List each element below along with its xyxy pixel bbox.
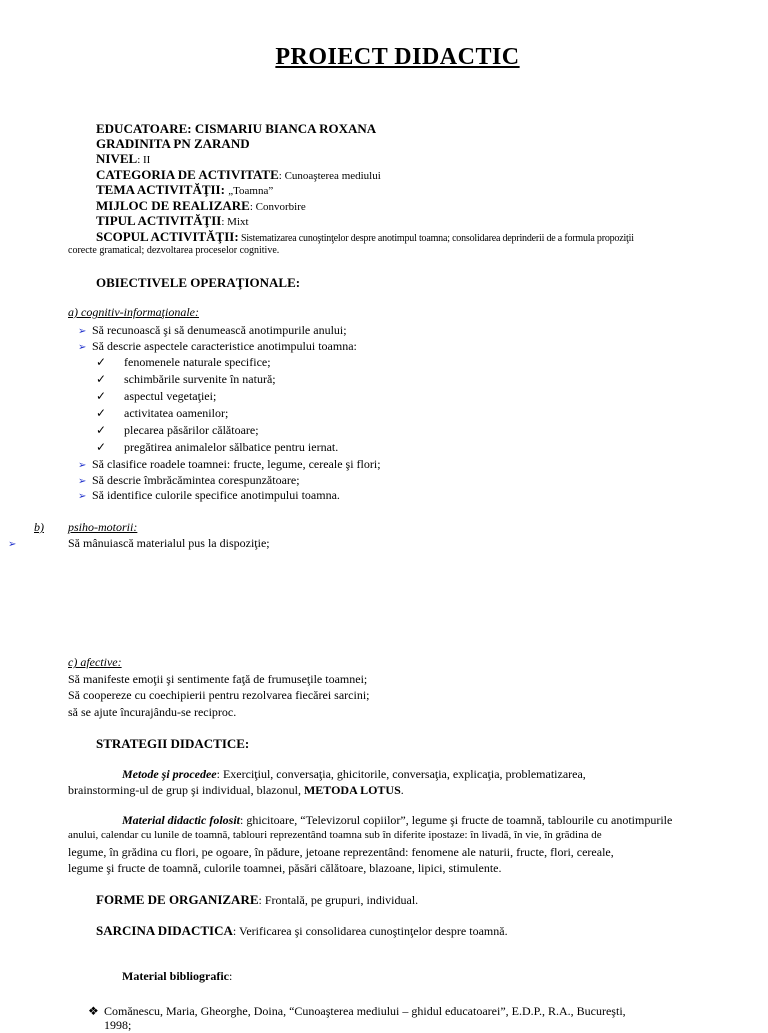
metode-line1: Metode şi procedee: Exerciţiul, conversaţia, ghicitorile, conversaţia, explicaţia, problematizarea, xyxy=(122,767,586,781)
cognitiv-item-1: ➢ Să recunoască şi să denumească anotimpurile anului; xyxy=(78,323,347,337)
diamond-bullet-icon: ❖ xyxy=(88,1004,99,1018)
page-title: PROIECT DIDACTIC xyxy=(275,44,520,70)
bibliografie-item-1: ❖ Comănescu, Maria, Gheorghe, Doina, “Cunoaşterea mediului – ghidul educatoarei”, E.D.P., R.A., Bucureşti, xyxy=(88,1004,626,1018)
cognitiv-item-4: ➢ Să descrie îmbrăcămintea corespunzătoare; xyxy=(78,473,300,487)
material-line1: Material didactic folosit: ghicitoare, “Televizorul copiilor”, legume şi fructe de toamnă, tablourile cu anotimpurile xyxy=(122,813,673,827)
header-nivel: NIVEL: II xyxy=(96,151,151,166)
arrow-bullet-icon: ➢ xyxy=(78,491,87,502)
arrow-bullet-icon: ➢ xyxy=(78,326,87,337)
strategii-heading: STRATEGII DIDACTICE: xyxy=(96,736,250,751)
afective-line-3: să se ajute încurajându-se reciproc. xyxy=(68,705,237,719)
psiho-arrow xyxy=(8,536,22,551)
sub-item-5: ✓ plecarea păsărilor călătoare; xyxy=(96,423,259,437)
checkmark-icon: ✓ xyxy=(96,423,107,437)
psiho-item: Să mânuiască materialul pus la dispoziţie; xyxy=(68,536,270,550)
arrow-bullet-icon: ➢ xyxy=(78,460,87,471)
obiective-heading: OBIECTIVELE OPERAŢIONALE: xyxy=(96,275,301,290)
cognitiv-item-3: ➢ Să clasifice roadele toamnei: fructe, legume, cereale şi flori; xyxy=(78,457,381,471)
material-line3: legume, în grădina cu flori, pe ogoare, în pădure, jetoane reprezentând: fenomene ale naturii, fructe, flori, cereale, xyxy=(68,845,614,859)
sub-item-4: ✓ activitatea oamenilor; xyxy=(96,406,229,420)
cognitiv-item-5: ➢ Să identifice culorile specifice anotimpului toamna. xyxy=(78,488,340,502)
checkmark-icon: ✓ xyxy=(96,372,107,386)
afective-line-1: Să manifeste emoţii şi sentimente faţă de frumuseţile toamnei; xyxy=(68,672,368,686)
sub-item-1: ✓ fenomenele naturale specifice; xyxy=(96,355,271,369)
sarcina-didactica: SARCINA DIDACTICA: Verificarea şi consolidarea cunoştinţelor despre toamnă. xyxy=(96,923,508,938)
checkmark-icon: ✓ xyxy=(96,440,107,454)
checkmark-icon: ✓ xyxy=(96,389,107,403)
cognitiv-item-2: ➢ Să descrie aspectele caracteristice anotimpului toamna: xyxy=(78,339,357,353)
header-educatoare: EDUCATOARE: CISMARIU BIANCA ROXANA xyxy=(96,121,377,136)
forme-organizare: FORME DE ORGANIZARE: Frontală, pe grupuri, individual. xyxy=(96,892,419,907)
scop-line1: SCOPUL ACTIVITĂŢII: Sistematizarea cunoştinţelor despre anotimpul toamna; consolidarea deprinderii de a formula propoziţii xyxy=(96,229,634,244)
afective-heading: c) afective: xyxy=(68,655,122,669)
afective-line-2: Să coopereze cu coechipierii pentru rezolvarea fiecărei sarcini; xyxy=(68,688,370,702)
arrow-bullet-icon: ➢ xyxy=(78,476,87,487)
header-tema: TEMA ACTIVITĂŢII: „Toamna” xyxy=(96,182,274,197)
checkmark-icon: ✓ xyxy=(96,355,107,369)
sub-item-3: ✓ aspectul vegetaţiei; xyxy=(96,389,217,403)
header-tipul: TIPUL ACTIVITĂŢII: Mixt xyxy=(96,213,249,228)
bibliografie-item-1-cont: 1998; xyxy=(104,1018,132,1032)
arrow-bullet-icon: ➢ xyxy=(78,342,87,353)
psiho-heading: psiho-motorii: xyxy=(68,520,138,534)
scop-line2: corecte gramatical; dezvoltarea proceselor cognitive. xyxy=(68,245,280,256)
cognitiv-heading: a) cognitiv-informaţionale: xyxy=(68,305,199,319)
sub-item-6: ✓ pregătirea animalelor sălbatice pentru iernat. xyxy=(96,440,339,454)
header-categoria: CATEGORIA DE ACTIVITATE: Cunoaşterea mediului xyxy=(96,167,381,182)
header-mijloc: MIJLOC DE REALIZARE: Convorbire xyxy=(96,198,306,213)
material-line2: anului, calendar cu lunile de toamnă, tablouri reprezentând toamna sub în diferite ipostaze: în livadă, în vie, în grădina de xyxy=(68,829,602,841)
metode-line2: brainstorming-ul de grup şi individual, blazonul, METODA LOTUS. xyxy=(68,783,404,797)
bibliografie-heading: Material bibliografic: xyxy=(122,969,233,983)
arrow-bullet-icon: ➢ xyxy=(8,539,17,550)
psiho-num: b) xyxy=(34,520,44,534)
material-line4: legume şi fructe de toamnă, culorile toamnei, păsări călătoare, blazoane, lipici, stimulente. xyxy=(68,861,502,875)
header-gradinita: GRADINITA PN ZARAND xyxy=(96,136,250,151)
sub-item-2: ✓ schimbările survenite în natură; xyxy=(96,372,276,386)
checkmark-icon: ✓ xyxy=(96,406,107,420)
